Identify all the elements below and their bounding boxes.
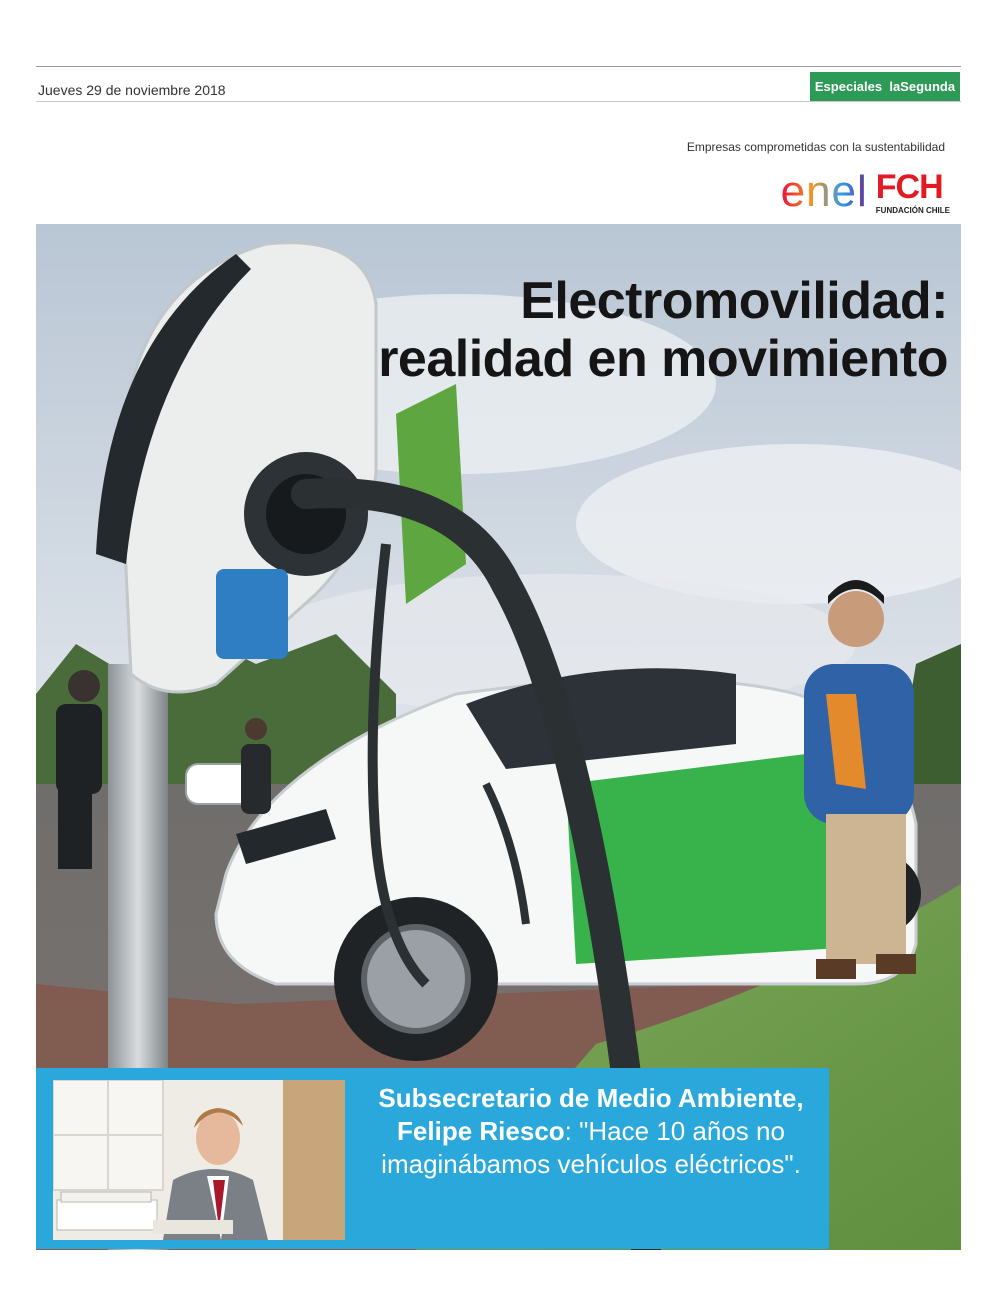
interviewee-name: Felipe Riesco	[397, 1116, 565, 1146]
top-rule	[36, 66, 961, 67]
sponsor-logos	[780, 167, 950, 220]
interview-callout	[36, 1068, 829, 1249]
interviewee-photo	[53, 1080, 345, 1240]
fch-logo-caption: FUNDACIÓN CHILE	[875, 206, 950, 215]
fch-logo-mark: FCH	[875, 168, 943, 206]
sponsor-tagline: Empresas comprometidas con la sustentabilidad	[686, 140, 945, 154]
section-label: Especiales	[814, 79, 883, 94]
callout-quote-rest: imaginábamos vehículos eléctricos".	[381, 1149, 801, 1179]
callout-quote-lead: : "Hace 10 años no	[564, 1116, 785, 1146]
headline-line-2: realidad en movimiento	[378, 330, 948, 388]
publication-name: laSegunda	[889, 79, 956, 94]
section-badge	[810, 72, 960, 102]
interviewee-portrait	[53, 1080, 345, 1240]
fch-logo	[876, 170, 950, 215]
headline-line-1: Electromovilidad:	[520, 272, 948, 330]
callout-text	[361, 1082, 821, 1181]
header-rule	[36, 101, 961, 102]
callout-title: Subsecretario de Medio Ambiente,	[378, 1083, 804, 1113]
issue-date: Jueves 29 de noviembre 2018	[38, 82, 226, 98]
headline	[378, 272, 948, 388]
enel-logo: enel	[780, 167, 868, 216]
